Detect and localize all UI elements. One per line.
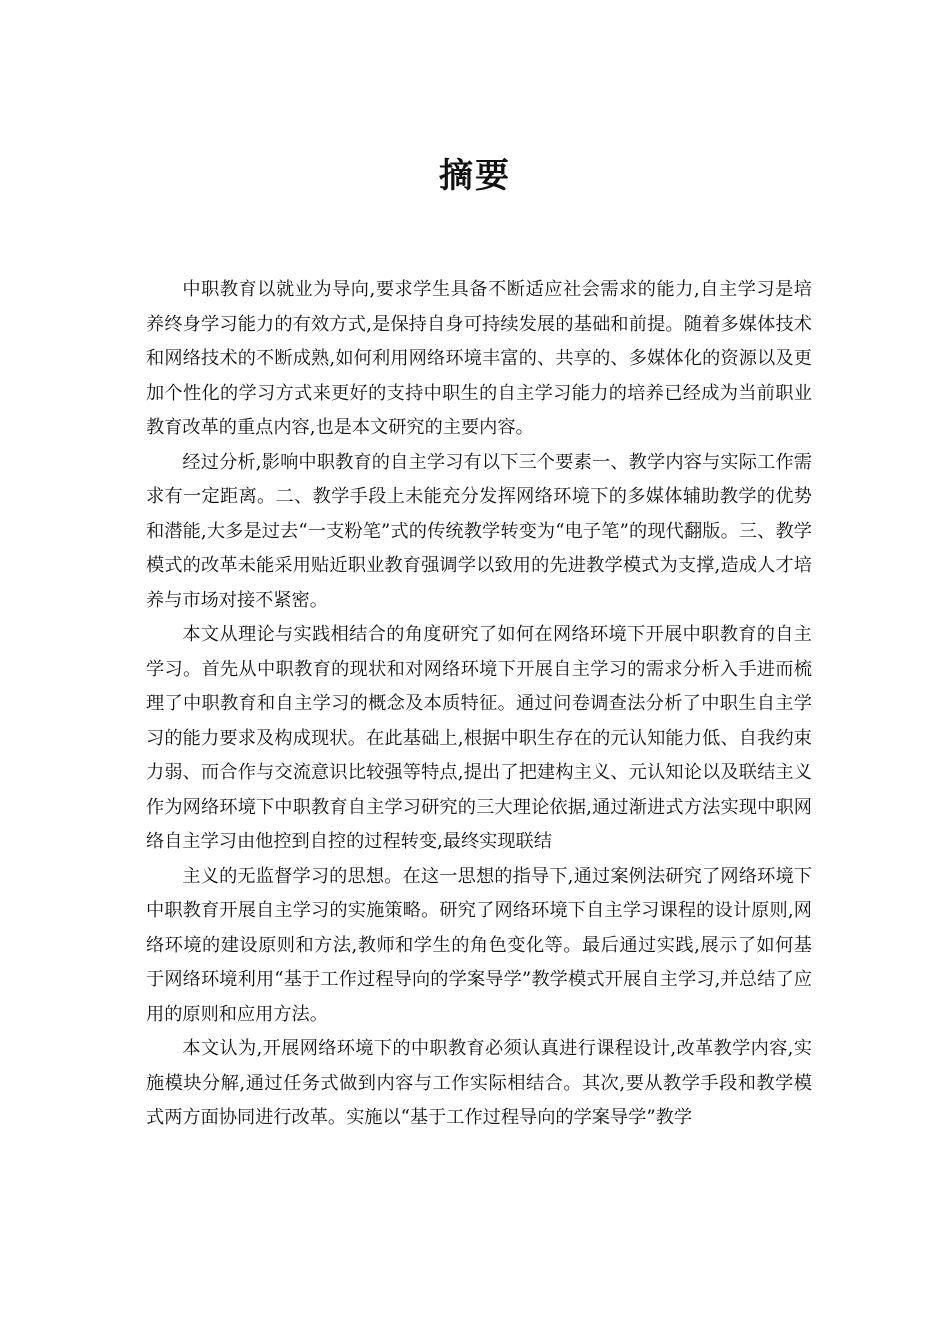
paragraph-1: 中职教育以就业为导向,要求学生具备不断适应社会需求的能力,自主学习是培养终身学习能力的有效方式,是保持自身可持续发展的基础和前提。随着多媒体技术和网络技术的不断成熟,如何利用网络环境丰富的、共享的、多媒体化的资源以及更加个性化的学习方式来更好的支持中职生的自主学习能力的培养已经成为当前职业教育改革的重点内容,也是本文研究的主要内容。 [146,279,812,438]
paragraph-4: 主义的无监督学习的思想。在这一思想的指导下,通过案例法研究了网络环境下中职教育开展自主学习的实施策略。研究了网络环境下自主学习课程的设计原则,网络环境的建设原则和方法,教师和学生的角色变化等。最后通过实践,展示了如何基于网络环境利用“基于工作过程导向的学案导学”教学模式开展自主学习,并总结了应用的原则和应用方法。 [146,865,812,1025]
paragraph-2: 经过分析,影响中职教育的自主学习有以下三个要素一、教学内容与实际工作需求有一定距离。二、教学手段上未能充分发挥网络环境下的多媒体辅助教学的优势和潜能,大多是过去“一支粉笔”式的传统教学转变为“电子笔”的现代翻版。三、教学模式的改革未能采用贴近职业教育强调学以致用的先进教学模式为支撑,造成人才培养与市场对接不紧密。 [146,451,812,611]
abstract-body [146,273,812,1136]
paragraph-5: 本文认为,开展网络环境下的中职教育必须认真进行课程设计,改革教学内容,实施模块分解,通过任务式做到内容与工作实际相结合。其次,要从教学手段和教学模式两方面协同进行改革。实施以“基于工作过程导向的学案导学”教学 [146,1038,812,1128]
paragraph-3: 本文从理论与实践相结合的角度研究了如何在网络环境下开展中职教育的自主学习。首先从中职教育的现状和对网络环境下开展自主学习的需求分析入手进而梳理了中职教育和自主学习的概念及本质特征。通过问卷调查法分析了中职生自主学习的能力要求及构成现状。在此基础上,根据中职生存在的元认知能力低、自我约束力弱、而合作与交流意识比较强等特点,提出了把建构主义、元认知论以及联结主义作为网络环境下中职教育自主学习研究的三大理论依据,通过渐进式方法实现中职网络自主学习由他控到自控的过程转变,最终实现联结 [146,624,812,852]
page-title: 摘要 [439,156,511,196]
